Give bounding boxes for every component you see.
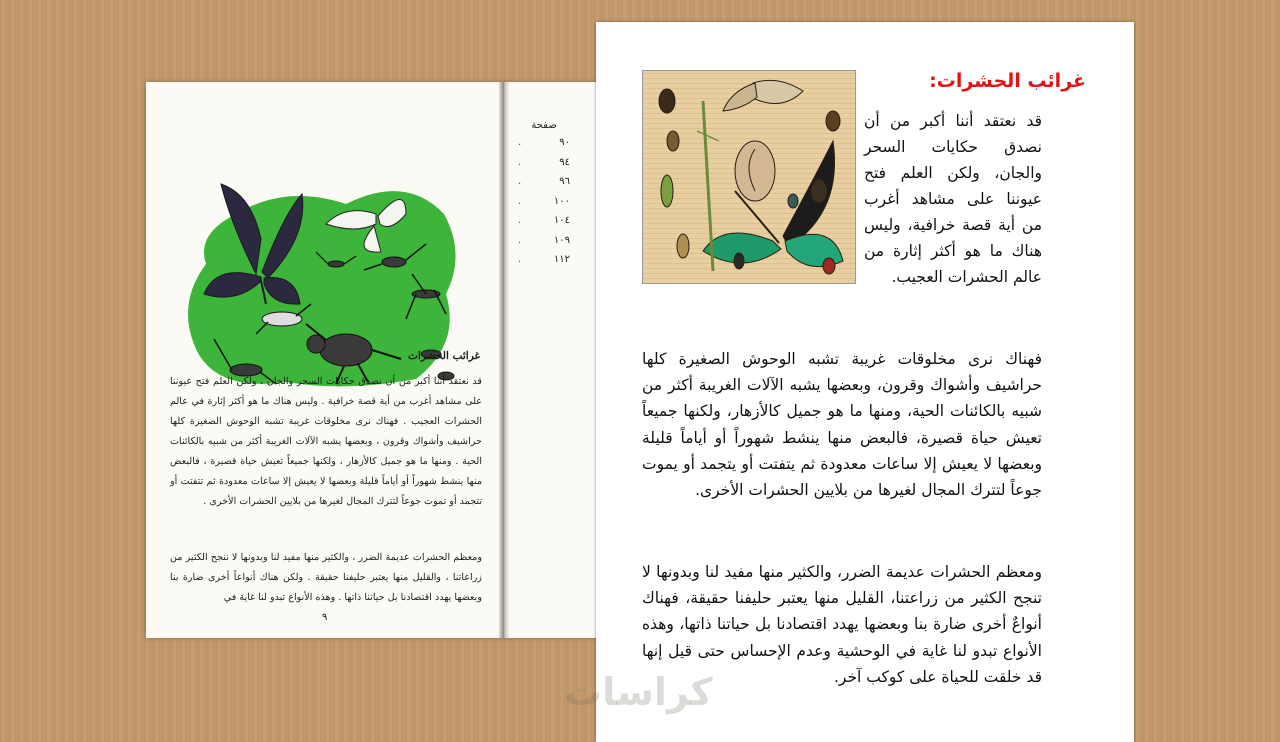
book-paragraph-1: قد نعتقد أننا أكبر من أن نصدق حكايات السحر والجان ، ولكن العلم فتح عيوننا على مشاهد أغرب من أية قصة خرافية . وليس هناك ما هو أكثر إثارة في عالم الحشرات العجيب . فهناك نرى مخلوقات غريبة تشبه الوحوش الصغيرة كلها حراشيف وأشواك وقرون ، وبعضها يشبه الآلات الغريبة أكثر من شبيه بالكائنات الحية . ومنها ما هو جميل كالأزهار ، ولكنها جميعاً تعيش حياة قصيرة ، فالبعض منها ينشط شهوراً أو أياماً قليلة وبعضها لا يعيش إلا ساعات معدودة ثم تتفتت أو تتجمد أو تموت جوعاً لتترك المجال لغيرها من بلايين الحشرات الأخرى . [170,376,482,507]
book-paragraph-2: ومعظم الحشرات عديمة الضرر ، والكثير منها مفيد لنا وبدونها لا ننجح الكثير من زراعاتنا ، والقليل منها يعتبر حليفنا حقيقة . ولكن هناك أنواعاً أخرى ضارة بنا وبعضها يهدد اقتصادنا بل حياتنا ذاتها . وهذه الأنواع تبدو لنا غاية في [170,552,482,603]
insect-collection-image [643,71,855,283]
page-title: غرائب الحشرات: [929,70,1086,92]
book-section-title: غرائب الحشرات [408,350,480,362]
watermark-logo: كراسات [564,670,713,714]
toc-row: . ١١٢ [518,254,570,265]
book-page-number: ٩ [322,612,328,623]
toc-row: . ٩٦ [518,176,570,187]
toc-row: . ١٠٩ [518,234,570,246]
book-gutter [499,82,509,638]
toc-row: . ٩٤ [518,156,570,168]
page-paragraph-1: قد نعتقد أننا أكبر من أن نصدق حكايات السحر والجان، ولكن العلم فتح عيوننا على مشاهد أغرب من أية قصة خرافية، وليس هناك ما هو أكثر إثارة من عالم الحشرات العجيب. [864,112,1042,286]
toc-header: صفحة [531,120,557,131]
insect-collection-photo [642,70,856,284]
page-paragraph-2: فهناك نرى مخلوقات غريبة تشبه الوحوش الصغيرة كلها حراشيف وأشواك وقرون، وبعضها يشبه الآلات الغريبة أكثر من شبيه بالكائنات الحية، ومنها ما هو جميل كالأزهار، ولكنها جميعاً تعيش حياة قصيرة، فالبعض منها ينشط شهوراً أو أياماً قليلة وبعضها لا يعيش إلا ساعات معدودة ثم يتفتت أو يتجمد أو يموت جوعاً لتترك المجال لغيرها من بلايين الحشرات الأخرى. [642,350,1042,500]
toc-row: . ٩٠ [518,137,570,148]
scanned-book-spread [146,82,598,638]
table-of-contents [518,120,570,274]
toc-row: . ١٠٠ [518,195,570,207]
toc-row: . ١٠٤ [518,215,570,226]
page-paragraph-3: ومعظم الحشرات عديمة الضرر، والكثير منها مفيد لنا وبدونها لا تنجح الكثير من زراعتنا، القليل منها يعتبر حليفنا حقيقة، فهناك أنواعٌ أخرى ضارة بنا وبعضها يهدد اقتصادنا بل حياتنا ذاتها، وهذه الأنواع تبدو لنا غاية في الوحشية وعدم الإحساس حتى قيل إنها قد خلقت للحياة على كوكب آخر. [642,563,1042,686]
transcribed-page [596,22,1134,742]
insects-illustration [176,144,474,406]
